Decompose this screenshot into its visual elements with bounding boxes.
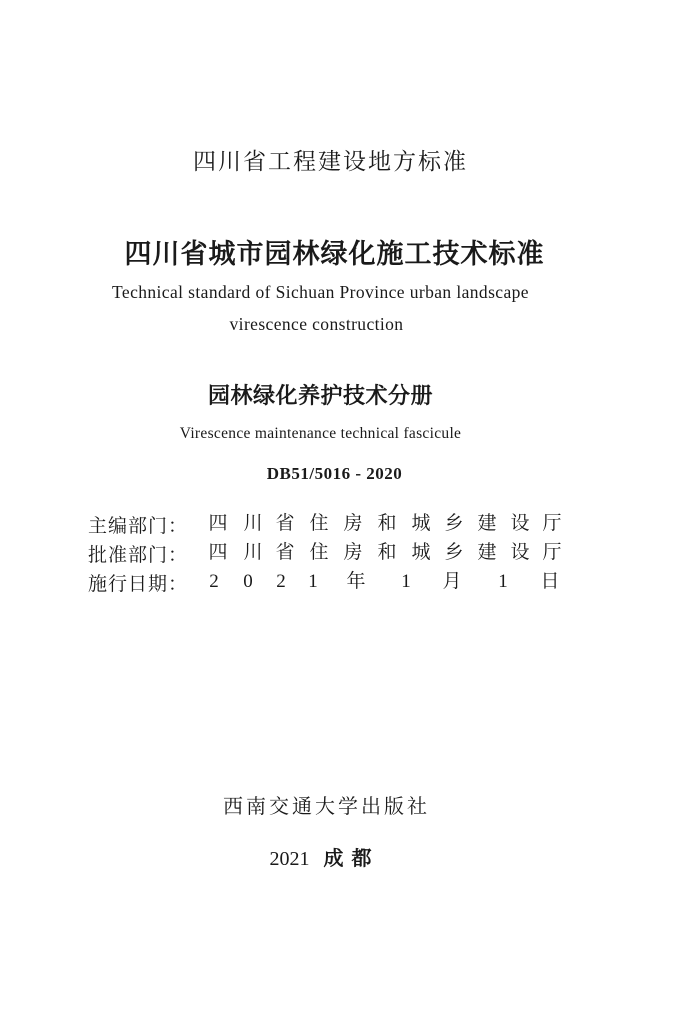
editor-char: 省 bbox=[275, 513, 295, 534]
date-char: 年 bbox=[346, 571, 366, 592]
effective-date-label: 施行日期： bbox=[88, 573, 189, 595]
editor-char: 和 bbox=[377, 513, 397, 534]
editor-char: 建 bbox=[477, 513, 497, 534]
subtitle: 园林绿化养护技术分册 bbox=[207, 384, 433, 409]
english-title-line-1: Technical standard of Sichuan Province urban landscape bbox=[112, 282, 529, 302]
editor-char: 设 bbox=[510, 513, 530, 534]
editor-char: 川 bbox=[243, 513, 263, 534]
editor-char: 城 bbox=[411, 513, 431, 534]
editor-char: 四 bbox=[208, 513, 228, 534]
approver-char: 和 bbox=[377, 542, 397, 563]
publication-line bbox=[0, 842, 663, 871]
approver-char: 厅 bbox=[542, 542, 562, 563]
editor-char: 乡 bbox=[444, 513, 464, 534]
approver-char: 房 bbox=[343, 542, 363, 563]
approver-char: 住 bbox=[309, 542, 329, 563]
publisher-name: 西南交通大学出版社 bbox=[223, 796, 430, 818]
date-char: 2 bbox=[276, 571, 286, 592]
editor-char: 住 bbox=[309, 513, 329, 534]
approver-char: 川 bbox=[243, 542, 263, 563]
approver-char: 建 bbox=[477, 542, 497, 563]
date-char: 日 bbox=[540, 571, 560, 592]
approver-char: 城 bbox=[411, 542, 431, 563]
editor-label: 主编部门： bbox=[88, 515, 189, 537]
main-title: 四川省城市园林绿化施工技术标准 bbox=[124, 239, 545, 270]
effective-date-row bbox=[88, 569, 560, 595]
editor-char: 厅 bbox=[542, 513, 562, 534]
editor-row bbox=[88, 511, 562, 537]
date-char: 2 bbox=[209, 571, 219, 592]
publish-year: 2021 bbox=[269, 848, 310, 870]
publish-city: 成都 bbox=[323, 846, 380, 870]
approver-char: 乡 bbox=[444, 542, 464, 563]
approver-char: 省 bbox=[275, 542, 295, 563]
series-title: 四川省工程建设地方标准 bbox=[193, 149, 468, 175]
date-char: 1 bbox=[498, 571, 508, 592]
date-char: 月 bbox=[442, 571, 462, 592]
approver-char: 设 bbox=[510, 542, 530, 563]
approver-char: 四 bbox=[208, 542, 228, 563]
date-char: 1 bbox=[401, 571, 411, 592]
date-char: 0 bbox=[243, 571, 253, 592]
date-char: 1 bbox=[308, 571, 318, 592]
english-title-line-2: virescence construction bbox=[229, 314, 404, 334]
editor-char: 房 bbox=[343, 513, 363, 534]
approver-label: 批准部门： bbox=[88, 544, 189, 566]
subtitle-english: Virescence maintenance technical fascicule bbox=[179, 425, 462, 442]
standard-code: DB51/5016 - 2020 bbox=[266, 464, 403, 483]
approver-row bbox=[88, 540, 562, 566]
